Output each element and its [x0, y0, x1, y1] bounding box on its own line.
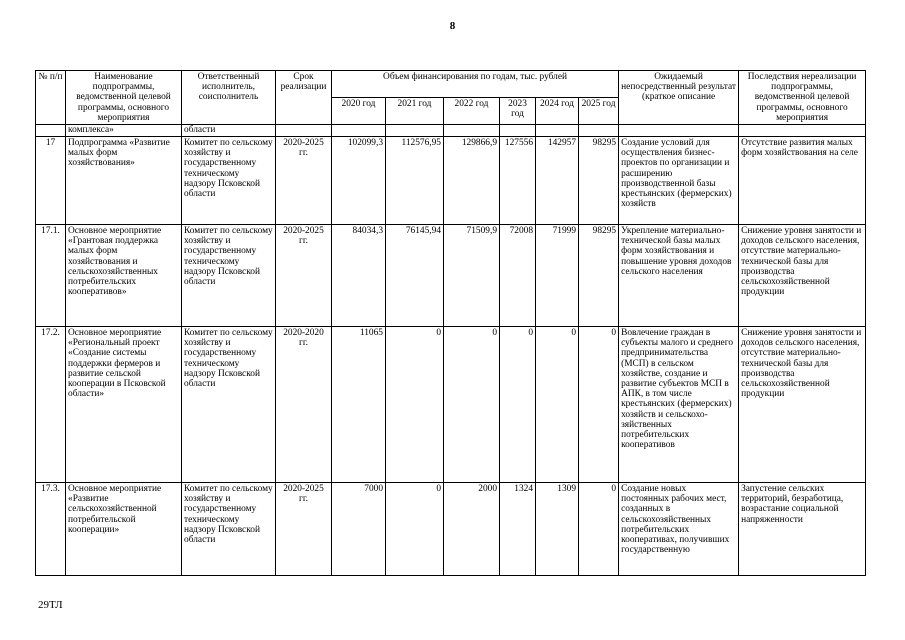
header-num: № п/п [36, 71, 66, 125]
financing-table [35, 70, 866, 576]
row-value-2024: 71999 [536, 225, 579, 327]
footer-code: 29ТЛ [38, 599, 63, 611]
row-num: 17.3. [36, 483, 66, 576]
row-num: 17.2. [36, 327, 66, 483]
row-responsible: Комитет по сельскому хозяйству и государственному техническому надзору Псковской области [182, 137, 276, 225]
row-term: 2020-2025 гг. [276, 483, 332, 576]
row-value-2022: 129866,9 [444, 137, 500, 225]
row-responsible: Комитет по сельскому хозяйству и государственному техническому надзору Псковской области [182, 225, 276, 327]
table-row [36, 225, 866, 327]
row-value-2023: 72008 [500, 225, 536, 327]
row-value-2021: 112576,95 [386, 137, 444, 225]
row-value-2020: 7000 [332, 483, 386, 576]
cell-empty [386, 125, 444, 137]
cell-empty [619, 125, 739, 137]
header-year: 2020 год [332, 98, 386, 125]
row-consequences: Запустение сельских территорий, безработица, возрастание социальной напряженности [739, 483, 866, 576]
row-value-2024: 0 [536, 327, 579, 483]
continuation-name: комплекса» [66, 125, 182, 137]
row-num: 17 [36, 137, 66, 225]
row-value-2021: 0 [386, 327, 444, 483]
row-value-2025: 0 [579, 483, 619, 576]
row-value-2021: 0 [386, 483, 444, 576]
row-name: Подпрограмма «Развитие малых форм хозяйствования» [66, 137, 182, 225]
row-consequences: Снижение уровня занятости и доходов сельского населения, отсутствие материально-технической базы для производства сельскохозяйственной продукции [739, 327, 866, 483]
row-value-2020: 102099,3 [332, 137, 386, 225]
row-name: Основное мероприятие «Региональный проект «Создание системы поддержки фермеров и развитие сельской кооперации в Псковской области» [66, 327, 182, 483]
row-consequences: Снижение уровня занятости и доходов сельского населения, отсутствие материально-технической базы для производства сельскохозяйственной продукции [739, 225, 866, 327]
header-year: 2025 год [579, 98, 619, 125]
row-value-2025: 98295 [579, 225, 619, 327]
header-financing: Объем финансирования по годам, тыс. рублей [332, 71, 619, 98]
row-responsible: Комитет по сельскому хозяйству и государственному техническому надзору Псковской области [182, 327, 276, 483]
page-number: 8 [449, 20, 456, 32]
cell-empty [36, 125, 66, 137]
cell-empty [739, 125, 866, 137]
header-responsible: Ответственный исполнитель, соисполнитель [182, 71, 276, 125]
row-consequences: Отсутствие развития малых форм хозяйствования на селе [739, 137, 866, 225]
row-value-2022: 2000 [444, 483, 500, 576]
header-row-top [36, 71, 866, 98]
header-year: 2023 год [500, 98, 536, 125]
row-value-2023: 1324 [500, 483, 536, 576]
row-value-2022: 0 [444, 327, 500, 483]
cell-empty [536, 125, 579, 137]
header-term: Срок реализации [276, 71, 332, 125]
row-value-2025: 98295 [579, 137, 619, 225]
row-value-2023: 0 [500, 327, 536, 483]
row-value-2021: 76145,94 [386, 225, 444, 327]
table-row [36, 327, 866, 483]
row-value-2020: 84034,3 [332, 225, 386, 327]
row-value-2020: 11065 [332, 327, 386, 483]
row-num: 17.1. [36, 225, 66, 327]
header-name: Наименование подпрограммы, ведомственной целевой программы, основного мероприятия [66, 71, 182, 125]
continuation-row [36, 125, 866, 137]
row-expected: Вовлечение граждан в субъекты малого и среднего предпринимательства (МСП) в сельском хозяйстве, создание и развитие субъектов МСП в АПК, в том числе крестьянских (фермерских) хозяйств и сельскохо-зяйственных потребительских кооперативов [619, 327, 739, 483]
header-year: 2024 год [536, 98, 579, 125]
header-year: 2022 год [444, 98, 500, 125]
row-term: 2020-2025 гг. [276, 137, 332, 225]
header-consequences: Последствия нереализации подпрограммы, ведомственной целевой программы, основного мероприятия [739, 71, 866, 125]
row-value-2023: 127556 [500, 137, 536, 225]
row-term: 2020-2025 гг. [276, 225, 332, 327]
row-responsible: Комитет по сельскому хозяйству и государственному техническому надзору Псковской области [182, 483, 276, 576]
row-expected: Укрепление материально-технической базы малых форм хозяйствования и повышение уровня доходов сельского населения [619, 225, 739, 327]
row-name: Основное мероприятие «Грантовая поддержка малых форм хозяйствования и сельскохозяйственных потребительских кооперативов» [66, 225, 182, 327]
row-expected: Создание условий для осуществления бизнес-проектов по организации и расширению производственной базы крестьянских (фермерских) хозяйств [619, 137, 739, 225]
cell-empty [276, 125, 332, 137]
table-row [36, 137, 866, 225]
header-expected: Ожидаемый непосредственный результат (краткое описание [619, 71, 739, 125]
cell-empty [332, 125, 386, 137]
row-value-2024: 1309 [536, 483, 579, 576]
row-value-2025: 0 [579, 327, 619, 483]
row-value-2024: 142957 [536, 137, 579, 225]
cell-empty [579, 125, 619, 137]
table-row [36, 483, 866, 576]
row-term: 2020-2020 гг. [276, 327, 332, 483]
row-expected: Создание новых постоянных рабочих мест, созданных в сельскохозяйственных потребительских кооперативах, получивших государственную [619, 483, 739, 576]
continuation-responsible: области [182, 125, 276, 137]
row-value-2022: 71509,9 [444, 225, 500, 327]
cell-empty [444, 125, 500, 137]
header-year: 2021 год [386, 98, 444, 125]
cell-empty [500, 125, 536, 137]
row-name: Основное мероприятие «Развитие сельскохозяйственной потребительской кооперации» [66, 483, 182, 576]
